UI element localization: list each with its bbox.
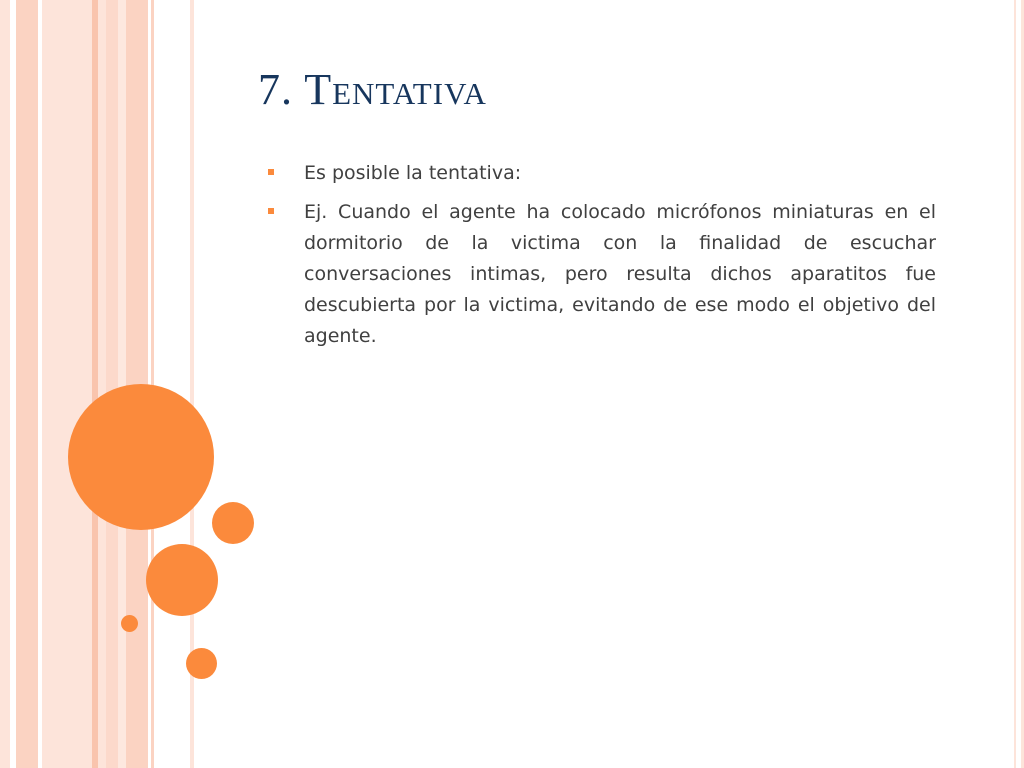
decorative-circle-medium: [146, 544, 218, 616]
bullet-list: [268, 158, 936, 360]
bullet-text: Ej. Cuando el agente ha colocado micrófonos miniaturas en el dormitorio de la victima con la finalidad de escuchar conversaciones intimas, pero resulta dichos aparatitos fue descubierta por la victima, evitando de ese modo el objetivo del agente.: [304, 201, 936, 347]
square-bullet-icon: [268, 169, 274, 175]
list-item: [268, 197, 936, 352]
stripe: [16, 0, 38, 768]
slide-title: 7. Tentativa: [258, 65, 487, 114]
decorative-circle-small: [186, 648, 217, 679]
square-bullet-icon: [268, 208, 274, 214]
decorative-circle-tiny: [121, 615, 138, 632]
stripe: [0, 0, 10, 768]
stripe: [106, 0, 118, 768]
bullet-text: Es posible la tentativa:: [304, 162, 522, 184]
stripe: [118, 0, 126, 768]
right-border-line: [1014, 0, 1016, 768]
list-item: [268, 158, 936, 189]
stripe: [42, 0, 92, 768]
stripe: [98, 0, 106, 768]
decorative-circle-large: [68, 384, 214, 530]
decorative-circle-small: [212, 502, 254, 544]
